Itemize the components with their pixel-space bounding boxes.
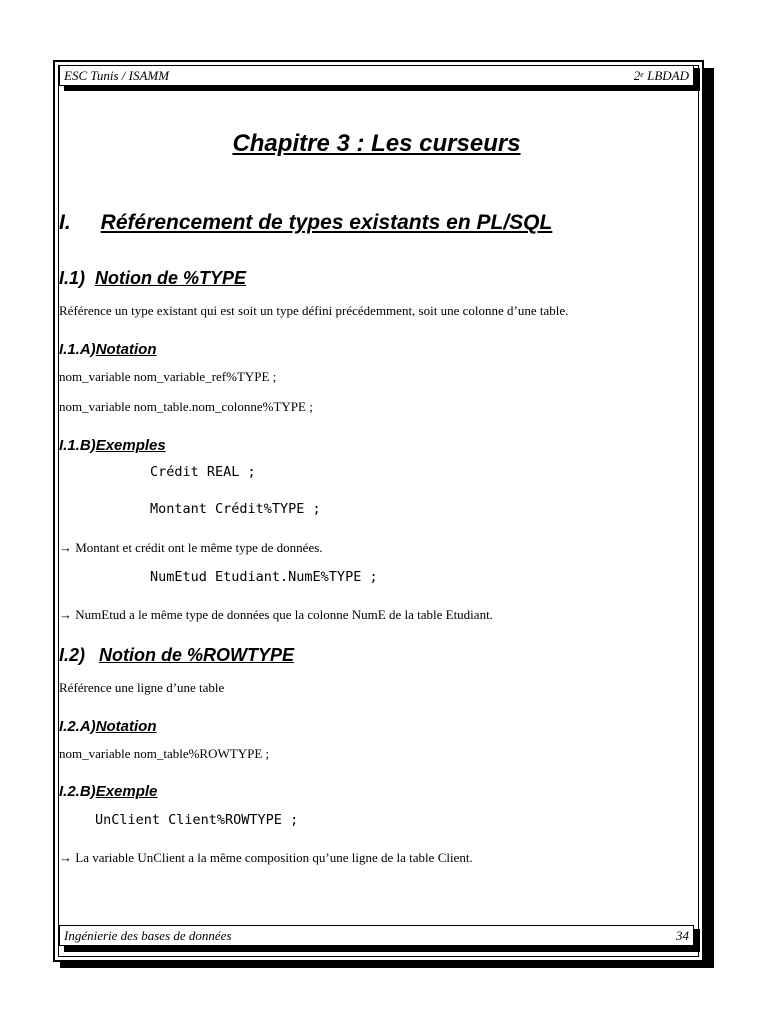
code-line: NumEtud Etudiant.NumE%TYPE ; [150,569,378,585]
code-line: UnClient Client%ROWTYPE ; [95,812,299,828]
subsubsection-heading: I.1.B)Exemples [59,437,166,454]
code-line: Montant Crédit%TYPE ; [150,501,321,517]
paragraph: Référence une ligne d’une table [59,680,225,695]
footer-left: Ingénierie des bases de données [64,928,232,943]
paragraph: Référence un type existant qui est soit un type défini précédemment, soit une colonne d’une table. [59,303,569,318]
page-number: 34 [676,928,689,943]
section-heading: I. Référencement de types existants en PL/SQL [59,211,553,234]
subsubsection-heading: I.1.A)Notation [59,341,157,358]
note-line: → La variable UnClient a la même composition qu’une ligne de la table Client. [59,850,473,865]
page-header [59,65,694,86]
chapter-title: Chapitre 3 : Les curseurs [232,130,521,157]
header-right: 2e LBDAD [633,68,689,83]
paragraph: nom_variable nom_table.nom_colonne%TYPE ; [59,399,313,414]
page-footer [59,925,694,946]
note-line: → Montant et crédit ont le même type de données. [59,540,323,555]
paragraph: nom_variable nom_table%ROWTYPE ; [59,746,270,761]
paragraph: nom_variable nom_variable_ref%TYPE ; [59,369,277,384]
note-line: → NumEtud a le même type de données que la colonne NumE de la table Etudiant. [59,607,493,622]
header-left: ESC Tunis / ISAMM [64,68,170,83]
code-line: Crédit REAL ; [150,464,256,480]
subsubsection-heading: I.2.A)Notation [59,718,157,735]
subsection-heading: I.2) Notion de %ROWTYPE [59,645,295,665]
subsection-heading: I.1) Notion de %TYPE [59,268,247,288]
subsubsection-heading: I.2.B)Exemple [59,783,158,800]
